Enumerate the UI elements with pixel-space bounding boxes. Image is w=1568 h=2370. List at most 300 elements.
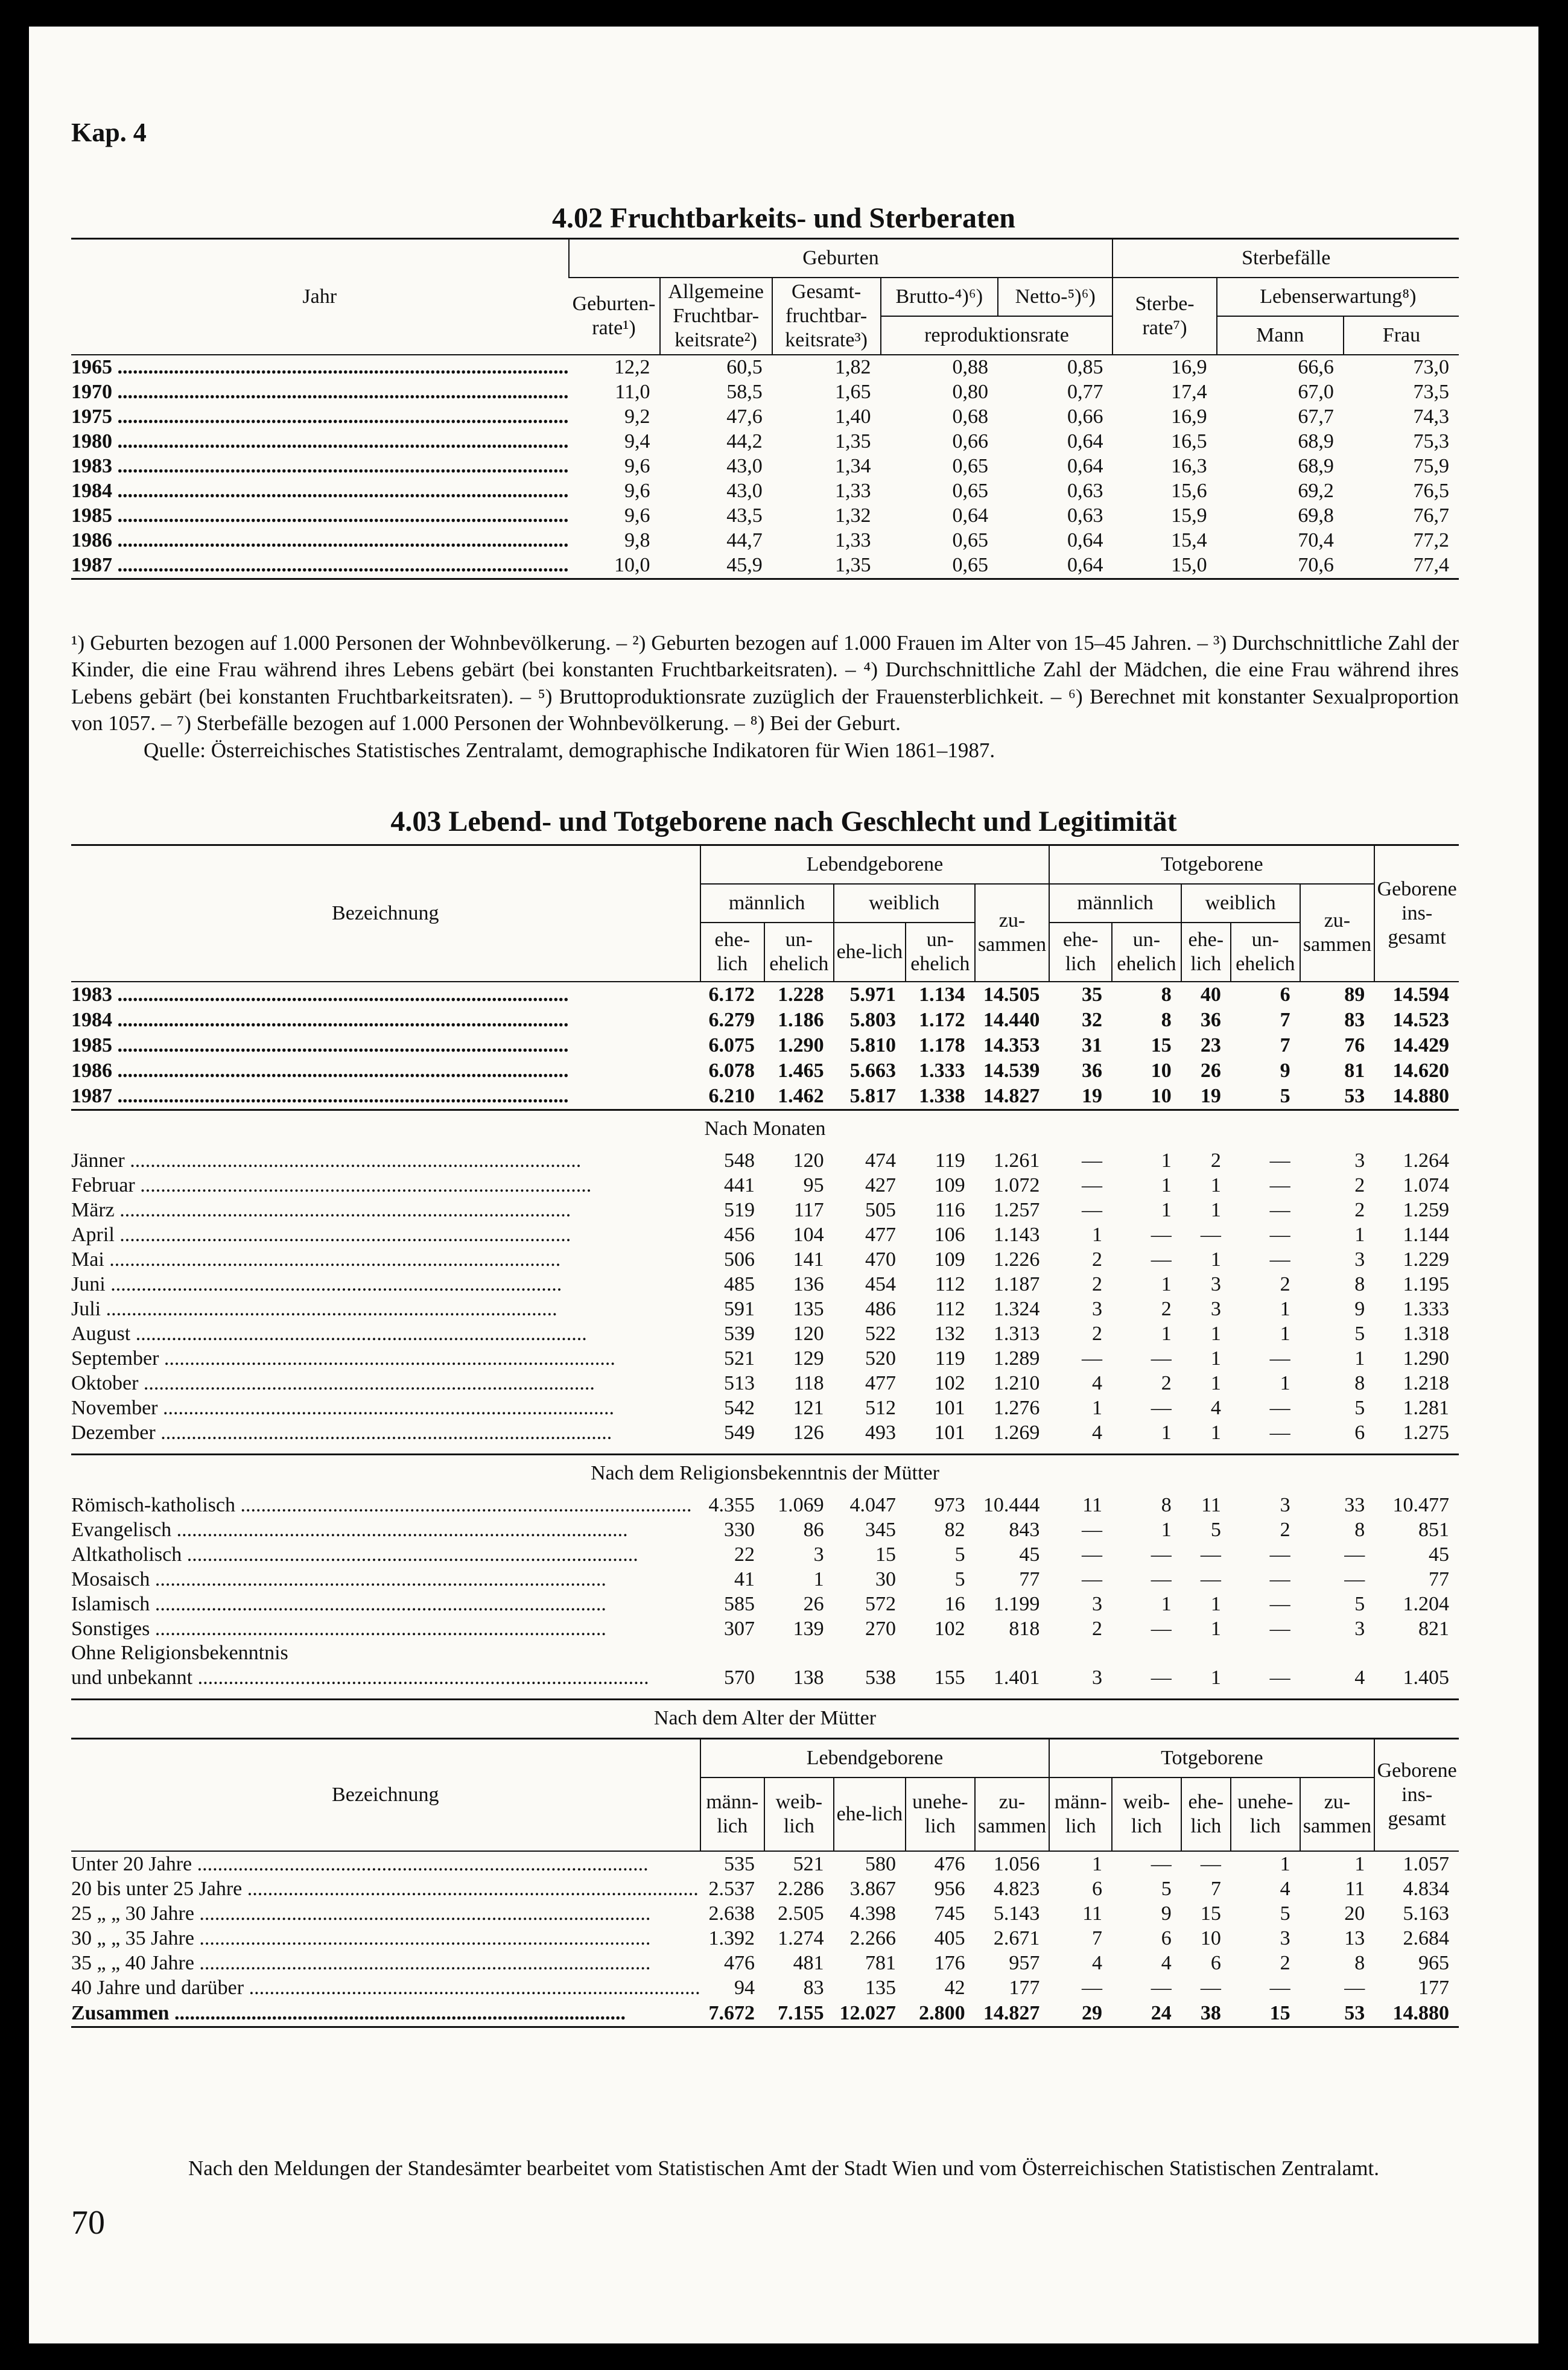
cell-value: 4.834 [1403,1877,1449,1900]
cell-value: 8 [1354,1272,1365,1295]
row-label [71,1420,700,1445]
cell-value: 1.261 [993,1149,1040,1172]
dot-leader [112,356,569,378]
cell-value: 1.228 [778,983,824,1006]
cell-value: 9 [1354,1297,1365,1320]
cell-value: 0,63 [1067,480,1103,503]
cell-value: 1 [1210,1666,1221,1689]
cell-value: 5.817 [849,1084,896,1107]
cell-value: — [1082,1174,1103,1196]
cell-value: 427 [865,1174,896,1196]
cell-value: — [1151,1248,1172,1271]
row-label-text: Islamisch [71,1592,150,1615]
cell-value: 16,9 [1171,356,1207,379]
cell-value: 8 [1161,1493,1172,1516]
row-label-text: Mai [71,1248,104,1271]
cell-value: — [1082,1347,1103,1370]
cell-value: 956 [934,1877,965,1900]
cell-value: 43,0 [726,480,763,503]
row-label [71,1542,700,1567]
row-label [71,479,569,504]
cell-value: 44,7 [726,529,763,552]
cell-value: 10.477 [1392,1493,1449,1516]
header-frau: Frau [1344,316,1459,355]
cell-value: 118 [793,1371,824,1394]
cell-value: 3 [1210,1297,1221,1320]
cell-value: 5 [1354,1322,1365,1345]
header-ehelich: ehe-lich [1049,923,1112,982]
cell-value: 1.144 [1403,1223,1449,1246]
cell-value: 851 [1418,1518,1449,1541]
cell-value: 32 [1082,1008,1103,1031]
cell-value: 8 [1161,983,1172,1006]
header-unehelich: unehe-lich [1231,1778,1300,1851]
row-label-text: 1987 [71,1084,112,1107]
cell-value: 1.056 [993,1852,1040,1875]
cell-value: 4 [1092,1951,1103,1974]
footnotes-text: ¹) Geburten bezogen auf 1.000 Personen der Wohnbevölkerung. – ²) Geburten bezogen auf 1.000 Frauen im Alter von 15–45 Jahren. – ³) Durchschnittliche Zahl der Kinder, die eine Frau während ihres Lebens gebärt (bei konstanten Fruchtbarkeitsraten). – ⁴) Durchschnittliche Zahl der Mädchen, die eine Frau während ihres Lebens gebärt (bei konstanten Fruchtbarkeitsraten). – ⁵) Bruttoproduktionsrate zuzüglich der Frauensterblichkeit. – ⁶) Berechnet mit konstanter Sexualproportion von 1057. – ⁷) Sterbefälle bezogen auf 1.000 Personen der Wohnbevölkerung. – ⁸) Bei der Geburt. [71,631,1459,735]
cell-value: 1.269 [993,1421,1040,1444]
row-label-text: September [71,1347,159,1370]
cell-value: — [1200,1976,1221,1999]
cell-value: 4.398 [849,1902,896,1925]
cell-value: 19 [1082,1084,1103,1107]
religion-row [71,1665,1459,1690]
cell-value: 2 [1161,1297,1172,1320]
cell-value: 2 [1280,1518,1290,1541]
cell-value: 15,0 [1171,554,1207,577]
cell-value: 1.465 [778,1059,824,1082]
row-label-text: 1980 [71,430,112,453]
cell-value: 104 [793,1223,824,1246]
cell-value: 1 [1161,1518,1172,1541]
cell-value: 1.313 [993,1322,1040,1345]
cell-value: 53 [1344,2001,1365,2024]
month-row [71,1420,1459,1445]
cell-value: 41 [734,1568,755,1590]
header-ehelich: ehe-lich [834,1778,906,1851]
cell-value: 15 [1200,1902,1221,1925]
header-tot-weiblich: weiblich [1181,884,1300,923]
cell-value: 470 [865,1248,896,1271]
cell-value: 66,6 [1298,356,1334,379]
cell-value: 1,40 [835,405,871,428]
cell-value: — [1151,1617,1172,1640]
header-tot-maennlich: männlich [1049,884,1181,923]
row-label [71,1371,700,1396]
cell-value: 3 [813,1543,824,1566]
header-bezeichnung: Bezeichnung [71,845,700,982]
cell-value: 11,0 [615,381,650,404]
cell-value: 70,6 [1298,554,1334,577]
cell-value: 29 [1082,2001,1103,2024]
cell-value: 1.143 [993,1223,1040,1246]
cell-value: 1 [1092,1396,1103,1419]
cell-value: — [1269,1174,1290,1196]
cell-value: 120 [793,1322,824,1345]
cell-value: 13 [1344,1927,1365,1949]
cell-value: 69,8 [1298,504,1334,527]
religion-row [71,1493,1459,1517]
cell-value: 270 [865,1617,896,1640]
header-lebend-weiblich: weiblich [834,884,975,923]
row-label [71,355,569,380]
cell-value: 1,35 [835,554,871,577]
row-label-text: Juni [71,1272,106,1295]
religion-row [71,1542,1459,1567]
header-gesamtfrucht: Gesamt-fruchtbar-keitsrate³) [772,278,881,355]
cell-value: 1.289 [993,1347,1040,1370]
year-row [71,1008,1459,1033]
row-label [71,1493,700,1517]
row-label [71,380,569,405]
cell-value: 2 [1354,1174,1365,1196]
cell-value: 3 [1092,1297,1103,1320]
row-label-text: Evangelisch [71,1518,172,1541]
dot-leader [135,1174,592,1196]
cell-value: 3 [1092,1592,1103,1615]
dot-leader [192,1666,649,1689]
dot-leader [192,1853,649,1875]
cell-value: 9,2 [624,405,650,428]
cell-value: 5 [954,1543,965,1566]
cell-value: — [1082,1568,1103,1590]
cell-value: 10 [1151,1084,1172,1107]
cell-value: 33 [1344,1493,1365,1516]
cell-value: 176 [934,1951,965,1974]
year-row [71,1058,1459,1084]
cell-value: 14.620 [1392,1059,1449,1082]
header-lebend-zusammen: zu-sammen [975,884,1050,982]
dot-leader [112,405,569,428]
dot-leader [101,1298,557,1320]
cell-value: 1 [1280,1322,1290,1345]
cell-value: 1.195 [1403,1272,1449,1295]
cell-value: 513 [724,1371,755,1394]
cell-value: 1,65 [835,381,871,404]
cell-value: 136 [793,1272,824,1295]
cell-value: 45,9 [726,554,763,577]
dot-leader [112,504,569,527]
cell-value: 519 [724,1198,755,1221]
dot-leader [158,1397,615,1419]
dot-leader [159,1347,615,1370]
cell-value: 38 [1200,2001,1221,2024]
cell-value: 14.523 [1392,1008,1449,1031]
header-lebend-maennlich: männlich [700,884,834,923]
cell-value: 1 [1161,1198,1172,1221]
row-label [71,1008,700,1033]
cell-value: 12.027 [839,2001,896,2024]
header-weiblich: weib-lich [1112,1778,1181,1851]
cell-value: 81 [1344,1059,1365,1082]
cell-value: 973 [934,1493,965,1516]
cell-value: 486 [865,1297,896,1320]
cell-value: 6 [1354,1421,1365,1444]
row-label [71,430,569,454]
row-label-text: 40 Jahre und darüber [71,1976,244,1999]
age-total-row [71,2000,1459,2027]
month-row [71,1148,1459,1173]
cell-value: 20 [1344,1902,1365,1925]
header-unehelich: un-ehelich [906,923,975,982]
dot-leader [194,1952,651,1974]
religion-row [71,1592,1459,1616]
table-402 [71,238,1459,580]
cell-value: 585 [724,1592,755,1615]
cell-value: 2 [1092,1322,1103,1345]
cell-value: 1 [1092,1223,1103,1246]
cell-value: 1 [1354,1852,1365,1875]
cell-value: 14.827 [983,1084,1040,1107]
cell-value: 77,4 [1413,554,1449,577]
cell-value: — [1082,1149,1103,1172]
cell-value: 1 [1161,1592,1172,1615]
cell-value: 19 [1200,1084,1221,1107]
cell-value: 8 [1354,1518,1365,1541]
cell-value: 1 [1210,1198,1221,1221]
cell-value: — [1151,1223,1172,1246]
cell-value: 1 [1210,1174,1221,1196]
dot-leader [112,430,569,453]
cell-value: 1.218 [1403,1371,1449,1394]
cell-value: 1.229 [1403,1248,1449,1271]
row-label [71,1148,700,1173]
header-tot-zusammen: zu-sammen [1300,884,1375,982]
table-403 [71,844,1459,2028]
cell-value: 0,85 [1067,356,1103,379]
cell-value: 0,65 [952,480,988,503]
cell-value: 9,8 [624,529,650,552]
row-label [71,1926,700,1951]
cell-value: 1.210 [993,1371,1040,1394]
month-row [71,1198,1459,1222]
header-unehelich: un-ehelich [764,923,834,982]
cell-value: 53 [1344,1084,1365,1107]
age-row [71,1975,1459,2000]
cell-value: 591 [724,1297,755,1320]
row-label [71,1901,700,1926]
cell-value: — [1151,1568,1172,1590]
cell-value: 15 [1151,1034,1172,1056]
cell-value: 8 [1354,1951,1365,1974]
cell-value: 70,4 [1298,529,1334,552]
dot-leader [194,1902,651,1925]
table-402-row [71,529,1459,553]
row-label-text: Jänner [71,1149,125,1172]
cell-value: 73,5 [1413,381,1449,404]
cell-value: 1.324 [993,1297,1040,1320]
header-jahr: Jahr [71,239,569,355]
cell-value: 9,6 [624,504,650,527]
chapter-label: Kap. 4 [71,118,147,147]
cell-value: 14.539 [983,1059,1040,1082]
section-nach-monaten: Nach Monaten [71,1110,1459,1149]
cell-value: 9 [1280,1059,1290,1082]
cell-value: 441 [724,1174,755,1196]
cell-value: 505 [865,1198,896,1221]
cell-value: 15 [875,1543,896,1566]
cell-value: 119 [935,1347,965,1370]
month-row [71,1173,1459,1198]
cell-value: 11 [1345,1877,1365,1900]
row-label [71,1851,700,1876]
cell-value: — [1200,1852,1221,1875]
row-label [71,1272,700,1297]
header-ehelich: ehe-lich [700,923,764,982]
cell-value: 539 [724,1322,755,1345]
cell-value: 454 [865,1272,896,1295]
cell-value: 1.290 [778,1034,824,1056]
cell-value: 14.880 [1392,2001,1449,2024]
header-totgeborene: Totgeborene [1049,845,1374,885]
row-label [71,1247,700,1272]
cell-value: 3 [1280,1927,1290,1949]
cell-value: 1 [1354,1223,1365,1246]
dot-leader [112,381,569,403]
row-label-text: November [71,1396,158,1419]
cell-value: 1 [1280,1852,1290,1875]
cell-value: — [1151,1396,1172,1419]
cell-value: 36 [1200,1008,1221,1031]
cell-value: 5 [1210,1518,1221,1541]
header-weiblich: weib-lich [764,1778,834,1851]
cell-value: 520 [865,1347,896,1370]
cell-value: 1.187 [993,1272,1040,1295]
row-label-text: Römisch-katholisch [71,1493,235,1516]
header-netto: Netto-⁵)⁶) [998,278,1113,316]
age-row [71,1851,1459,1876]
cell-value: 0,63 [1067,504,1103,527]
cell-value: 3 [1280,1493,1290,1516]
cell-value: 16 [944,1592,965,1615]
cell-value: 0,80 [952,381,988,404]
cell-value: 75,9 [1413,455,1449,478]
dot-leader [194,1927,651,1949]
cell-value: 1.333 [919,1059,965,1082]
cell-value: — [1269,1421,1290,1444]
cell-value: 1 [1210,1347,1221,1370]
cell-value: 2 [1280,1951,1290,1974]
cell-value: 4 [1161,1951,1172,1974]
cell-value: 35 [1082,983,1103,1006]
cell-value: 2 [1210,1149,1221,1172]
cell-value: 9,6 [624,480,650,503]
dot-leader [112,1085,569,1107]
cell-value: 60,5 [726,356,763,379]
cell-value: 75,3 [1413,430,1449,453]
cell-value: 521 [793,1852,824,1875]
row-label [71,1033,700,1058]
row-label-text: 35 „ „ 40 Jahre [71,1951,194,1974]
cell-value: 23 [1200,1034,1221,1056]
cell-value: 570 [724,1666,755,1689]
cell-value: 83 [1344,1008,1365,1031]
cell-value: 1 [1210,1248,1221,1271]
cell-value: 2.638 [708,1902,755,1925]
cell-value: — [1151,1976,1172,1999]
cell-value: 24 [1151,2001,1172,2024]
cell-value: 1 [1092,1852,1103,1875]
dot-leader [115,1199,571,1221]
cell-value: 548 [724,1149,755,1172]
cell-value: 1 [1280,1297,1290,1320]
month-row [71,1396,1459,1420]
cell-value: 15 [1269,2001,1290,2024]
row-label-text: und unbekannt [71,1666,193,1689]
header-ehelich: ehe-lich [834,923,906,982]
cell-value: 1 [1210,1592,1221,1615]
cell-value: 77 [1019,1568,1040,1590]
cell-value: 7 [1092,1927,1103,1949]
cell-value: 1.259 [1403,1198,1449,1221]
header-lebendgeborene: Lebendgeborene [700,845,1050,885]
row-label [71,1084,700,1110]
dot-leader [112,480,569,502]
cell-value: — [1269,1592,1290,1615]
dot-leader [112,1009,569,1031]
row-label-text: August [71,1322,131,1345]
cell-value: 1 [1210,1617,1221,1640]
cell-value: 0,64 [1067,430,1103,453]
cell-value: 2.266 [849,1927,896,1949]
cell-value: — [1151,1852,1172,1875]
cell-value: 7 [1280,1008,1290,1031]
cell-value: 965 [1418,1951,1449,1974]
cell-value: 43,5 [726,504,763,527]
cell-value: 330 [724,1518,755,1541]
dot-leader [150,1618,606,1640]
header-lebenserwartung: Lebenserwartung⁸) [1217,278,1459,316]
cell-value: 129 [793,1347,824,1370]
cell-value: 141 [793,1248,824,1271]
cell-value: 0,64 [1067,529,1103,552]
month-row [71,1297,1459,1321]
cell-value: 1,34 [835,455,871,478]
cell-value: 67,0 [1298,381,1334,404]
row-label [71,454,569,479]
cell-value: 1,35 [835,430,871,453]
header-allgemeine: Allgemeine Fruchtbar-keitsrate²) [660,278,772,355]
table-402-title: 4.02 Fruchtbarkeits- und Sterberaten [552,202,1015,234]
cell-value: 5 [1354,1396,1365,1419]
cell-value: 1.290 [1403,1347,1449,1370]
cell-value: 476 [724,1951,755,1974]
row-label-text: April [71,1223,115,1246]
cell-value: 1.199 [993,1592,1040,1615]
cell-value: 16,9 [1171,405,1207,428]
table-402-row [71,454,1459,479]
table-403-title: 4.03 Lebend- und Totgeborene nach Geschlecht und Legitimität [390,805,1177,837]
cell-value: 14.505 [983,983,1040,1006]
cell-value: 506 [724,1248,755,1271]
cell-value: 745 [934,1902,965,1925]
row-label [71,1058,700,1084]
cell-value: 2.684 [1403,1927,1449,1949]
cell-value: 1.257 [993,1198,1040,1221]
header-brutto: Brutto-⁴)⁶) [881,278,998,316]
cell-value: 16,3 [1171,455,1207,478]
cell-value: 957 [1009,1951,1040,1974]
header-geburten: Geburten [569,239,1113,278]
cell-value: 5 [1354,1592,1365,1615]
cell-value: 76 [1344,1034,1365,1056]
cell-value: 2 [1280,1272,1290,1295]
dot-leader [150,1568,606,1590]
cell-value: 14.353 [983,1034,1040,1056]
header-totgeborene: Totgeborene [1049,1739,1374,1778]
table-402-row [71,430,1459,454]
